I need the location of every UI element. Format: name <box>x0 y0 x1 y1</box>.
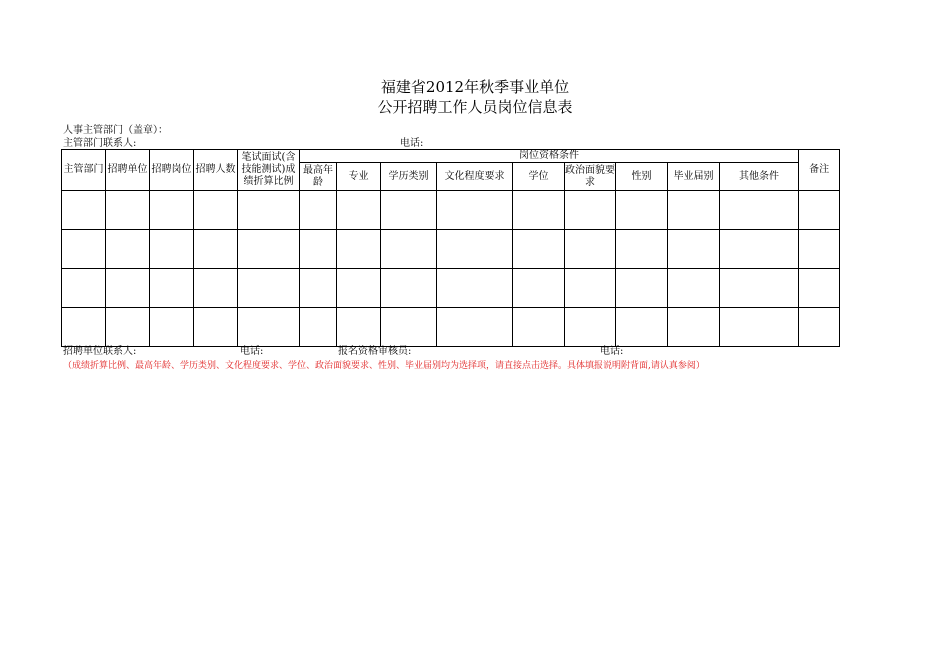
cell-dept[interactable] <box>62 269 106 308</box>
col-header-ratio: 笔试面试(含技能测试)成绩折算比例 <box>238 150 300 191</box>
cell-edu-type[interactable] <box>381 191 437 230</box>
cell-count[interactable] <box>194 191 238 230</box>
cell-count[interactable] <box>194 269 238 308</box>
cell-post[interactable] <box>150 191 194 230</box>
cell-gender[interactable] <box>616 230 668 269</box>
cell-age[interactable] <box>300 308 337 347</box>
cell-remark[interactable] <box>799 230 840 269</box>
col-header-group: 岗位资格条件 <box>300 150 799 163</box>
cell-post[interactable] <box>150 230 194 269</box>
reviewer-phone-label: 电话: <box>600 346 624 357</box>
cell-grad-year[interactable] <box>668 308 720 347</box>
cell-major[interactable] <box>337 269 381 308</box>
cell-dept[interactable] <box>62 308 106 347</box>
cell-post[interactable] <box>150 269 194 308</box>
phone-label: 电话: <box>400 138 424 149</box>
table-row <box>62 230 840 269</box>
col-header-gender: 性别 <box>616 163 668 191</box>
reviewer-label: 报名资格审核员: <box>338 346 412 357</box>
cell-dept[interactable] <box>62 230 106 269</box>
cell-other[interactable] <box>720 191 799 230</box>
cell-edu-level[interactable] <box>437 269 513 308</box>
col-header-politics: 政治面貌要求 <box>565 163 616 191</box>
form-title-line1: 福建省2012年秋季事业单位 <box>380 78 570 96</box>
cell-count[interactable] <box>194 230 238 269</box>
form-title-line2: 公开招聘工作人员岗位信息表 <box>377 98 573 116</box>
cell-dept[interactable] <box>62 191 106 230</box>
cell-edu-level[interactable] <box>437 191 513 230</box>
cell-degree[interactable] <box>513 308 565 347</box>
col-header-grad-year: 毕业届别 <box>668 163 720 191</box>
table-row <box>62 269 840 308</box>
cell-other[interactable] <box>720 308 799 347</box>
cell-age[interactable] <box>300 269 337 308</box>
cell-grad-year[interactable] <box>668 230 720 269</box>
col-header-edu-level: 文化程度要求 <box>437 163 513 191</box>
cell-edu-level[interactable] <box>437 230 513 269</box>
cell-edu-type[interactable] <box>381 269 437 308</box>
cell-gender[interactable] <box>616 308 668 347</box>
hr-dept-label: 人事主管部门（盖章）： <box>63 125 168 136</box>
cell-degree[interactable] <box>513 269 565 308</box>
cell-grad-year[interactable] <box>668 269 720 308</box>
cell-gender[interactable] <box>616 269 668 308</box>
col-header-remark: 备注 <box>799 150 840 191</box>
cell-politics[interactable] <box>565 191 616 230</box>
cell-unit[interactable] <box>106 191 150 230</box>
cell-post[interactable] <box>150 308 194 347</box>
cell-gender[interactable] <box>616 191 668 230</box>
cell-other[interactable] <box>720 230 799 269</box>
cell-politics[interactable] <box>565 269 616 308</box>
cell-remark[interactable] <box>799 308 840 347</box>
col-header-age: 最高年龄 <box>300 163 337 191</box>
cell-grad-year[interactable] <box>668 191 720 230</box>
cell-edu-type[interactable] <box>381 230 437 269</box>
cell-politics[interactable] <box>565 230 616 269</box>
cell-unit[interactable] <box>106 308 150 347</box>
cell-count[interactable] <box>194 308 238 347</box>
cell-edu-level[interactable] <box>437 308 513 347</box>
col-header-other: 其他条件 <box>720 163 799 191</box>
dept-contact-label: 主管部门联系人: <box>63 138 137 149</box>
cell-politics[interactable] <box>565 308 616 347</box>
col-header-major: 专业 <box>337 163 381 191</box>
cell-remark[interactable] <box>799 269 840 308</box>
col-header-count: 招聘人数 <box>194 150 238 191</box>
cell-other[interactable] <box>720 269 799 308</box>
cell-degree[interactable] <box>513 191 565 230</box>
col-header-edu-type: 学历类别 <box>381 163 437 191</box>
cell-major[interactable] <box>337 308 381 347</box>
cell-unit[interactable] <box>106 269 150 308</box>
col-header-post: 招聘岗位 <box>150 150 194 191</box>
position-info-table <box>61 149 840 347</box>
cell-major[interactable] <box>337 230 381 269</box>
table-header-row-1 <box>62 150 840 163</box>
cell-unit[interactable] <box>106 230 150 269</box>
footer-phone-label: 电话: <box>240 346 264 357</box>
cell-edu-type[interactable] <box>381 308 437 347</box>
cell-ratio[interactable] <box>238 230 300 269</box>
cell-age[interactable] <box>300 230 337 269</box>
fill-instructions-note: （成绩折算比例、最高年龄、学历类别、文化程度要求、学位、政治面貌要求、性别、毕业届别均为选择项，请直接点击选择。具体填报说明附背面,请认真参阅） <box>63 361 705 371</box>
cell-degree[interactable] <box>513 230 565 269</box>
table-row <box>62 308 840 347</box>
col-header-unit: 招聘单位 <box>106 150 150 191</box>
cell-major[interactable] <box>337 191 381 230</box>
table-row <box>62 191 840 230</box>
unit-contact-label: 招聘单位联系人: <box>63 346 137 357</box>
cell-ratio[interactable] <box>238 308 300 347</box>
cell-remark[interactable] <box>799 191 840 230</box>
cell-ratio[interactable] <box>238 269 300 308</box>
cell-age[interactable] <box>300 191 337 230</box>
col-header-dept: 主管部门 <box>62 150 106 191</box>
cell-ratio[interactable] <box>238 191 300 230</box>
col-header-degree: 学位 <box>513 163 565 191</box>
